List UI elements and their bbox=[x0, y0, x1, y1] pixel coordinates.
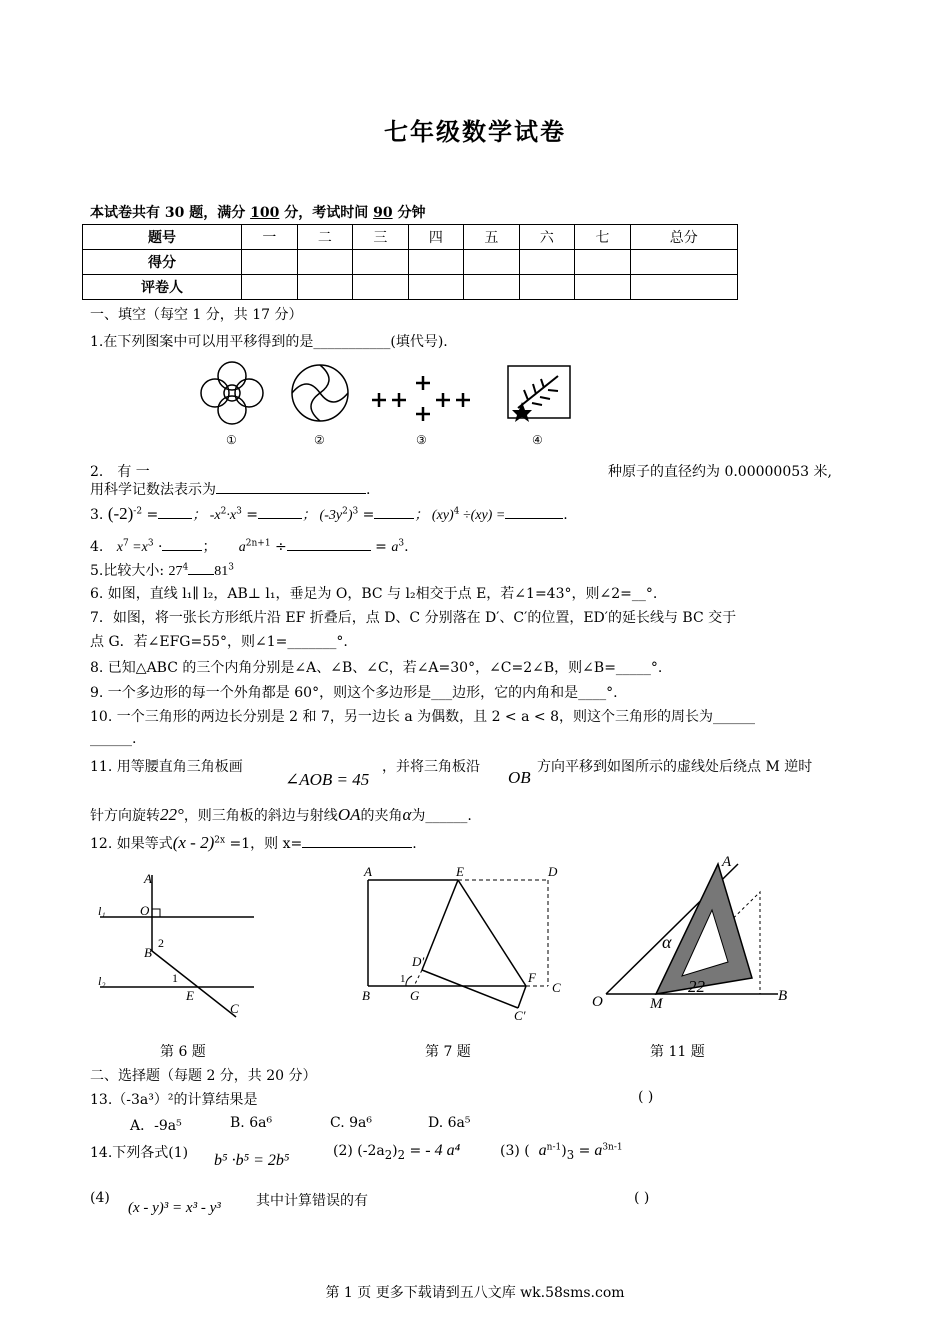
question-14-start: 14.下列各式(1) bbox=[90, 1145, 189, 1161]
fig6-caption: 第 6 题 bbox=[160, 1044, 206, 1060]
score-cell[interactable] bbox=[297, 250, 353, 275]
score-cell[interactable] bbox=[464, 250, 520, 275]
q14-item-4: (x - y)³ = x³ - y³ bbox=[128, 1200, 221, 1216]
fig7-label-B: B bbox=[362, 988, 370, 1003]
fig7-caption: 第 7 题 bbox=[425, 1044, 471, 1060]
fig7-label-G: G bbox=[410, 988, 420, 1003]
figure-7 bbox=[356, 862, 576, 1026]
page-footer: 第 1 页 更多下载请到五八文库 wk.58sms.com bbox=[325, 1285, 625, 1301]
fig11-label-22: 22 bbox=[688, 977, 705, 996]
grader-cell[interactable] bbox=[408, 275, 464, 300]
q1-label: ① bbox=[226, 433, 237, 447]
grader-cell[interactable] bbox=[519, 275, 575, 300]
question-9: 9. 一个多边形的每一个外角都是 60°，则这个多边形是___边形，它的内角和是____°. bbox=[90, 685, 618, 701]
question-11b: 针方向旋转22°，则三角板的斜边与射线OA的夹角α为______. bbox=[90, 805, 472, 824]
question-13-answer[interactable]: ( ) bbox=[638, 1089, 654, 1105]
header-cell: 六 bbox=[519, 225, 575, 250]
header-cell: 四 bbox=[408, 225, 464, 250]
question-5: 5.比较大小: $27^4$ $81^3$ bbox=[90, 562, 234, 579]
q13-option-b[interactable]: B. 6a⁶ bbox=[230, 1115, 273, 1131]
page-title: 七年级数学试卷 bbox=[384, 117, 566, 146]
fig7-label-E: E bbox=[456, 864, 464, 879]
pattern-1-icon bbox=[201, 362, 263, 424]
score-cell[interactable] bbox=[353, 250, 409, 275]
score-cell[interactable] bbox=[575, 250, 631, 275]
fig7-label-1: 1 bbox=[400, 973, 406, 985]
question-11a-1: 11. 用等腰直角三角板画 bbox=[90, 759, 243, 775]
fig7-label-D: D bbox=[548, 864, 558, 879]
score-cell[interactable] bbox=[242, 250, 298, 275]
fig7-label-Cp: C′ bbox=[514, 1008, 526, 1023]
q1-label: ③ bbox=[416, 433, 427, 447]
fig11-label-O: O bbox=[592, 994, 603, 1010]
q14-item-3: (3) ( $a^{n-1})_3 = a^{3n-1}$ bbox=[500, 1142, 623, 1162]
grader-row bbox=[83, 275, 738, 300]
row-label: 评卷人 bbox=[83, 275, 242, 300]
question-13: 13.（-3a³）²的计算结果是 bbox=[90, 1092, 258, 1108]
fig11-label-alpha: α bbox=[662, 932, 672, 952]
score-cell[interactable] bbox=[630, 250, 737, 275]
row-label: 得分 bbox=[83, 250, 242, 275]
q13-option-a[interactable]: A．-9a⁵ bbox=[130, 1118, 182, 1134]
fig11-caption: 第 11 题 bbox=[650, 1044, 705, 1060]
score-row bbox=[83, 250, 738, 275]
fig7-label-C: C bbox=[552, 980, 561, 995]
question-11a-5: 方向平移到如图所示的虚线处后绕点 M 逆时 bbox=[537, 759, 813, 775]
q13-option-c[interactable]: C. 9a⁶ bbox=[330, 1115, 372, 1131]
question-8: 8. 已知△ABC 的三个内角分别是∠A、∠B、∠C，若∠A=30°，∠C=2∠B，则∠B=_____°. bbox=[90, 660, 663, 676]
fig7-label-A: A bbox=[364, 864, 372, 879]
grader-cell[interactable] bbox=[464, 275, 520, 300]
q14-item-4-label: (4) bbox=[90, 1190, 110, 1206]
q14-question-text: 其中计算错误的有 bbox=[256, 1193, 368, 1209]
score-table bbox=[82, 224, 738, 300]
fig6-label-O: O bbox=[140, 903, 150, 918]
question-11a-3: ，并将三角板沿 bbox=[382, 759, 480, 775]
exam-intro: 本试卷共有 30 题，满分 100 分，考试时间 90 分钟 bbox=[90, 205, 426, 221]
header-cell: 二 bbox=[297, 225, 353, 250]
fig11-label-B: B bbox=[778, 988, 788, 1004]
figure-6 bbox=[90, 865, 270, 1025]
fig7-label-F: F bbox=[528, 970, 536, 985]
question-2-cont: 用科学记数法表示为 . bbox=[90, 482, 371, 498]
question-11a-ob: OB bbox=[508, 768, 531, 787]
grader-cell[interactable] bbox=[353, 275, 409, 300]
question-3: 3. $(-2)^{-2}$ = ； $-x^2\cdot x^3$ = ； $(-3y^2)^3$ = ； (xy)$^4$ ÷(xy) = . bbox=[90, 504, 568, 523]
header-cell: 一 bbox=[242, 225, 298, 250]
fig6-label-l2: l₂ bbox=[98, 974, 106, 988]
q14-item-1: b⁵ ·b⁵ = 2b⁵ bbox=[214, 1152, 290, 1169]
grader-cell[interactable] bbox=[242, 275, 298, 300]
score-cell[interactable] bbox=[408, 250, 464, 275]
question-4: 4. $x^7 =x^3$ · ； $a^{2n+1}$ ÷ = $a^3$. bbox=[90, 538, 409, 555]
grader-cell[interactable] bbox=[297, 275, 353, 300]
pattern-3-icon bbox=[372, 376, 470, 421]
fig6-label-B: B bbox=[144, 945, 152, 960]
q14-item-2: (2) $(-2a_2)_2$ = - 4 a⁴ bbox=[333, 1142, 461, 1162]
pattern-4-icon bbox=[508, 366, 570, 422]
figure-11 bbox=[588, 850, 798, 1012]
question-7a: 7．如图，将一张长方形纸片沿 EF 折叠后，点 D、C 分别落在 D′、C′的位置，ED′的延长线与 BC 交于 bbox=[90, 610, 737, 626]
fig11-label-M: M bbox=[650, 996, 663, 1012]
header-cell: 题号 bbox=[83, 225, 242, 250]
question-10a: 10. 一个三角形的两边长分别是 2 和 7，另一边长 a 为偶数，且 2 < a < 8，则这个三角形的周长为______ bbox=[90, 709, 755, 725]
question-2-end: 种原子的直径约为 0.00000053 米, bbox=[608, 464, 832, 480]
q1-patterns-figure bbox=[180, 358, 580, 450]
grader-cell[interactable] bbox=[575, 275, 631, 300]
question-12: 12. 如果等式(x - 2)$^{2x}$ =1，则 x= . bbox=[90, 833, 417, 852]
header-cell: 总分 bbox=[630, 225, 737, 250]
fig7-label-Dp: D′ bbox=[412, 954, 425, 969]
q1-label: ④ bbox=[532, 433, 543, 447]
header-cell: 七 bbox=[575, 225, 631, 250]
fig6-label-2: 2 bbox=[158, 936, 164, 950]
fig6-label-E: E bbox=[186, 988, 194, 1003]
section-choice-title: 二、选择题（每题 2 分，共 20 分） bbox=[90, 1068, 317, 1084]
question-7b: 点 G．若∠EFG=55°，则∠1=_______°. bbox=[90, 634, 348, 650]
score-cell[interactable] bbox=[519, 250, 575, 275]
q13-option-d[interactable]: D. 6a⁵ bbox=[428, 1115, 471, 1131]
fig6-label-l1: l₁ bbox=[98, 904, 106, 918]
question-2-start: 2． 有 一 bbox=[90, 464, 150, 480]
question-1: 1.在下列图案中可以用平移得到的是___________(填代号). bbox=[90, 334, 448, 350]
section-fill-in-title: 一、填空（每空 1 分，共 17 分） bbox=[90, 307, 303, 323]
score-table-header bbox=[83, 225, 738, 250]
header-cell: 五 bbox=[464, 225, 520, 250]
fig6-label-C: C bbox=[230, 1001, 239, 1016]
pattern-2-icon bbox=[292, 365, 348, 421]
grader-cell[interactable] bbox=[630, 275, 737, 300]
question-11a-angle: ∠AOB = 45 bbox=[285, 770, 370, 789]
question-14-answer[interactable]: ( ) bbox=[634, 1190, 650, 1206]
question-6: 6. 如图，直线 l₁∥ l₂，AB⊥ l₁，垂足为 O，BC 与 l₂相交于点 E，若∠1=43°，则∠2=__°. bbox=[90, 586, 658, 602]
fig6-label-1: 1 bbox=[172, 971, 178, 985]
q1-label: ② bbox=[314, 433, 325, 447]
question-10b: ______. bbox=[90, 731, 137, 747]
header-cell: 三 bbox=[353, 225, 409, 250]
fig11-label-A: A bbox=[722, 854, 732, 870]
fig6-label-A: A bbox=[144, 871, 152, 886]
